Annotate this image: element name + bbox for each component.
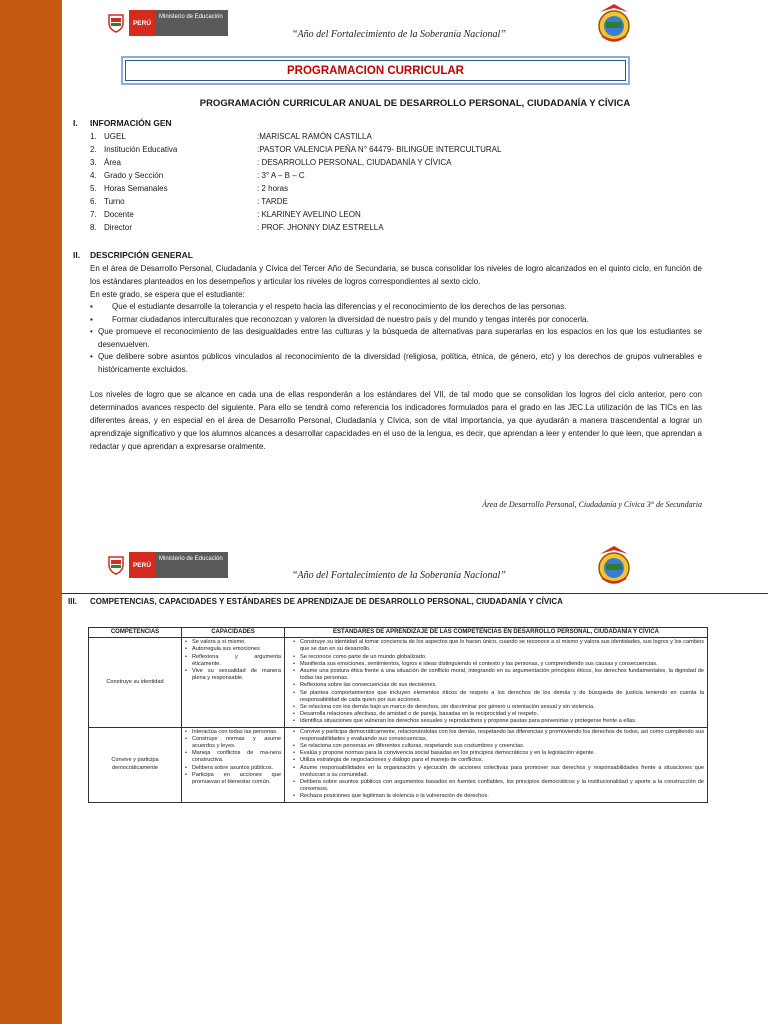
info-value: : TARDE [257,197,288,206]
info-num: 2. [90,145,97,154]
logo-peru-text: PERÚ [129,10,155,36]
list-item: • Asume responsabilidades en la organización y ejecución de acciones colectivas para promover sus derechos y responsabilidades frente a situaciones que involucran a su comunidad. [300,765,704,779]
page-title: PROGRAMACION CURRICULAR [125,60,626,81]
logo-ministry-text: Ministerio de Educación [155,552,228,578]
bullet-icon: ▪ [90,314,93,324]
info-value: : DESARROLLO PERSONAL, CIUDADANÍA Y CÍVICA [257,158,452,167]
list-item: • Asume una postura ética frente a una situación de conflicto moral, integrando en su argumentación principios éticos, los derechos fundamentales, la dignidad de todas las personas. [300,668,704,682]
section2-number: II. [73,250,81,260]
info-num: 4. [90,171,97,180]
table-row [89,727,708,802]
competency-cell: Construye su identidad [89,638,182,727]
list-item: • Autorregula sus emociones [192,646,281,653]
standards-cell [285,638,708,727]
peru-shield-icon [103,552,129,578]
info-label: Horas Semanales [104,184,168,193]
info-num: 5. [90,184,97,193]
ministry-logo [103,552,228,578]
list-item: • Se valora a sí mismo. [192,639,281,646]
list-item: • Delibera sobre asuntos públicos con argumentos basados en fuentes confiables, los principios democráticos y la institucionalidad y aporte a la construcción de consensos. [300,779,704,793]
motto-text: “Año del Fortalecimiento de la Soberanía Nacional” [292,570,506,581]
list-item: • Se plantea comportamientos que incluyen elementos éticos de respeto a los derechos de los demás y de búsqueda de justicia teniendo en cuenta la responsabilidad de cada quien por sus acciones. [300,690,704,704]
list-item [90,314,702,327]
info-value: :PASTOR VALENCIA PEÑA N° 64479- BILINGÜE INTERCULTURAL [257,145,502,154]
logo-peru-text: PERÚ [129,552,155,578]
list-item: • Participa en acciones que promuevan el bienestar común. [192,772,281,786]
list-item: • Se reconoce como parte de un mundo globalizado. [300,654,704,661]
info-value: : 3° A – B – C [257,171,305,180]
page-footer: Área de Desarrollo Personal, Ciudadanía y Cívica 3° de Secundaria [482,500,702,509]
standards-cell [285,727,708,802]
column-header: COMPETENCIAS [89,628,182,638]
list-item: • Interactúa con todas las personas. [192,729,281,736]
orange-side-bar [0,0,62,1024]
column-header: ESTÁNDARES DE APRENDIZAJE DE LAS COMPETENCIAS EN DESARROLLO PERSONAL, CIUDADANÍA Y CÍVICA [285,628,708,638]
section1-number: I. [73,118,78,128]
info-value: : PROF. JHONNY DIAZ ESTRELLA [257,223,384,232]
info-label: Turno [104,197,125,206]
info-label: Área [104,158,121,167]
bullet-text: Que delibere sobre asuntos públicos vinculados al reconocimiento de la diversidad (religiosa, política, étnica, de género, etc) y los derechos de grupos vulnerables e históricamente excluidos. [98,352,702,374]
divider [62,593,768,594]
capacities-cell [182,638,285,727]
bullet-icon: • [90,327,93,336]
list-item: • Desarrolla relaciones afectivas, de amistad o de pareja, basadas en la reciprocidad y el respeto. [300,711,704,718]
info-value: : KLARINEY AVELINO LEON [257,210,361,219]
bullet-text: Que el estudiante desarrolle la tolerancia y el respeto hacia las diferencias y el reconocimiento de los derechos de las personas. [112,302,567,311]
list-item: • Convive y participa democráticamente, relacionándolas con los demás, respetando las diferencias y promoviendo los derechos de todos, así como cumpliendo sus responsabilidades y evaluando sus consecuencias. [300,729,704,743]
section2-heading: DESCRIPCIÓN GENERAL [90,250,193,260]
info-label: Institución Educativa [104,145,178,154]
info-label: Director [104,223,133,232]
info-num: 8. [90,223,97,232]
list-item: • Manifiesta sus emociones, sentimientos, logros e ideas distinguiendo el contexto y las personas, y comprendiendo sus causas y consecuencias. [300,661,704,668]
list-item: • Construye normas y asume acuerdos y leyes. [192,736,281,750]
info-num: 3. [90,158,97,167]
bullet-icon: • [90,352,93,361]
info-num: 1. [90,132,97,141]
list-item: • Delibera sobre asuntos públicos. [192,765,281,772]
list-item: • Se relaciona con los demás bajo un marco de derechos, sin discriminar por género u orientación sexual y sin violencia. [300,704,704,711]
list-item: • Vive su sexualidad de manera plena y responsable. [192,668,281,682]
list-item: • Rechaza posiciones que legitiman la violencia o la vulneración de derechos. [300,793,704,800]
section2-closing: Los niveles de logro que se alcance en cada una de ellas responderán a los estándares del VII, de tal modo que se consolidan los logros del ciclo anterior, pero con determinados avances respecto del siguiente. Para ello se tendrá como referencia los indicadores formulados para el grado en las JEC.La utilización de las TICs en las diferentes áreas, y en especial en el área de Desarrollo Personal, Ciudadanía y Cívica, son de vital importancia, ya que ayudarán a manera trascendental a lograr un aprendizaje significativo y que los alumnos alcances a desarrollar capacidades en el uso de la lengua, es decir, que aprendan a leer y entender lo que leen, que aprendan a redactar y que aprendan a expresarse oralmente. [90,390,702,451]
list-item [90,326,702,351]
info-value: :MARISCAL RAMÓN CASTILLA [257,132,372,141]
list-item: • Se relaciona con personas en diferentes culturas, respetando sus costumbres y creencias. [300,743,704,750]
list-item: • Identifica situaciones que vulneran los derechos sexuales y reproductivos y propone pautas para prevenirlas y protegerse frente a ellas. [300,718,704,725]
section2-intro: En el área de Desarrollo Personal, Ciudadanía y Cívica del Tercer Año de Secundaria, se busca consolidar los niveles de logro alcanzados en el quinto ciclo, en función de los estándares planteados en los desempeños y articular los niveles de logros correspondientes al sexto ciclo. [90,264,702,286]
info-label: Docente [104,210,134,219]
list-item: • Evalúa y propone normas para la convivencia social basadas en los principios democráticos y en la legislación vigente. [300,750,704,757]
capacities-cell [182,727,285,802]
motto-text: “Año del Fortalecimiento de la Soberanía Nacional” [292,29,506,40]
competency-cell: Convive y participa democráticamente [89,727,182,802]
list-item: • Reflexiona y argumenta éticamente. [192,654,281,668]
section1-heading: INFORMACIÓN GEN [90,118,172,128]
list-item: • Maneja conflictos de ma-nera constructiva. [192,750,281,764]
list-item [90,351,702,376]
document-subtitle: PROGRAMACIÓN CURRICULAR ANUAL DE DESARROLLO PERSONAL, CIUDADANÍA Y CÍVICA [199,98,631,109]
list-item [90,301,702,314]
info-value: : 2 horas [257,184,289,193]
bullet-text: Que promueve el reconocimiento de las desigualdades entre las culturas y la búsqueda de alternativas para superarlas en los espacios en los que los estudiantes se desenvuelven. [98,327,702,349]
section3-number: III. [68,597,77,606]
school-crest-icon [594,2,634,49]
school-crest-icon [594,544,634,591]
section3-heading: COMPETENCIAS, CAPACIDADES Y ESTÁNDARES DE APRENDIZAJE DE DESARROLLO PERSONAL, CIUDADANÍA Y CÍVICA [90,597,563,606]
bullet-icon: ▪ [90,302,93,311]
list-item: • Utiliza estrategia de negociaciones y diálogo para el manejo de conflictos. [300,757,704,764]
column-header: CAPACIDADES [182,628,285,638]
bullet-text: Formar ciudadanos interculturales que reconozcan y valoren la diversidad de nuestro país y del mundo y tengas interés por conocerla. [112,314,589,324]
section2-bullets [90,301,702,376]
list-item: • Construye su identidad al tomar conciencia de los aspectos que lo hacen único, cuando se reconoce a sí mismo y valora sus identidades, sus logros y los cambios que se dan en su desarrollo. [300,639,704,653]
section2-lead: En este grado, se espera que el estudiante: [90,290,245,299]
peru-shield-icon [103,10,129,36]
info-label: Grado y Sección [104,171,164,180]
info-num: 7. [90,210,97,219]
list-item: • Reflexiona sobre las consecuencias de sus decisiones. [300,682,704,689]
table-header-row [89,628,708,638]
competencies-table [88,627,708,803]
info-num: 6. [90,197,97,206]
info-label: UGEL [104,132,126,141]
table-row [89,638,708,727]
logo-ministry-text: Ministerio de Educación [155,10,228,36]
ministry-logo [103,10,228,36]
title-frame [121,56,630,85]
